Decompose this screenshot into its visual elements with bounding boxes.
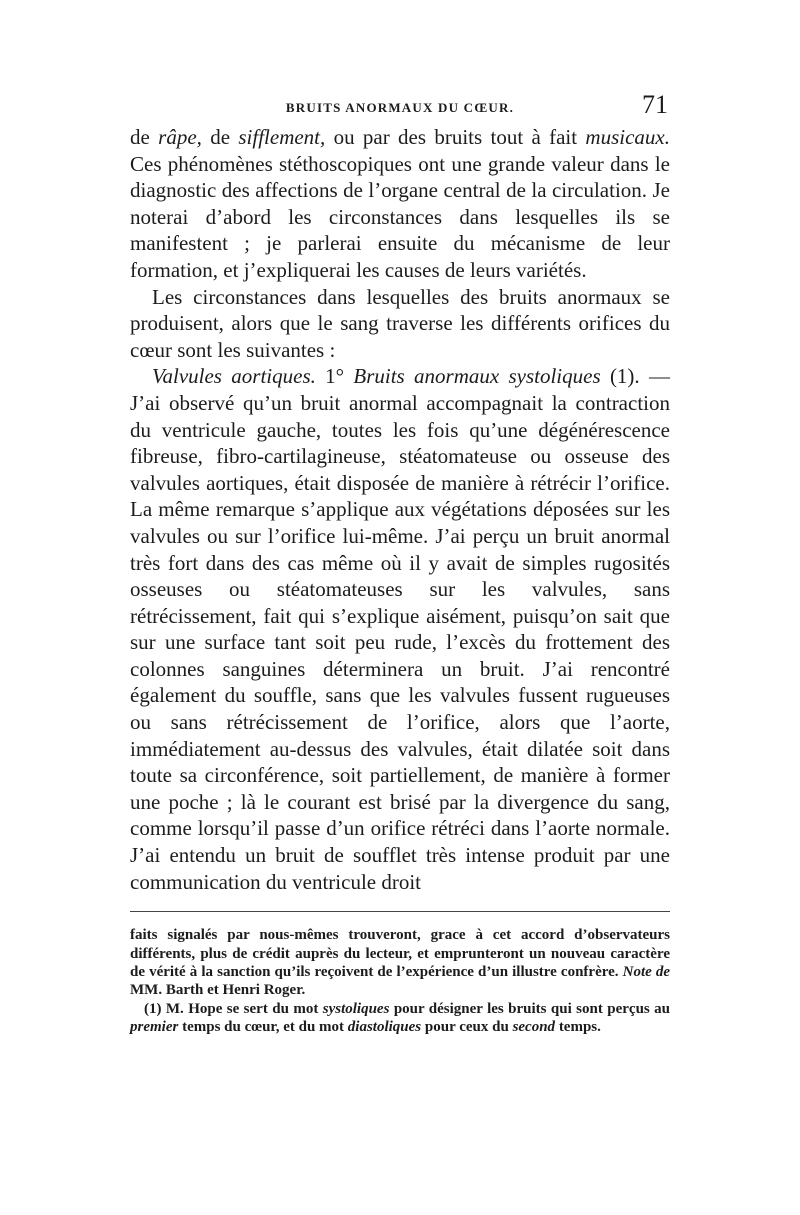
text-run: temps du cœur, et du mot	[178, 1019, 348, 1036]
text-run: de	[201, 125, 239, 149]
italic-second: second	[512, 1019, 556, 1036]
body-text	[130, 124, 670, 895]
text-run: Ces phénomènes stéthoscopiques ont une grande valeur dans le diagnostic des affections de l’organe central de la circulation. Je noterai d’abord les circonstances dans lesquelles ils se manifestent ; je parlerai ensuite du mécanisme de leur formation, et j’expliquerai les causes de leurs variétés.	[130, 151, 670, 282]
text-run: ou par des bruits tout à fait	[325, 125, 586, 149]
text-run: (1) M. Hope se sert du mot	[144, 1000, 323, 1017]
paragraph-circonstances: Les circonstances dans lesquelles des bruits anormaux se produisent, alors que le sang traverse les différents orifices du cœur sont les suivantes :	[130, 284, 670, 362]
italic-note-de: Note de	[622, 964, 671, 981]
text-run: de	[130, 125, 159, 149]
text-run: MM. Barth et Henri Roger.	[130, 982, 306, 999]
text-run: temps.	[555, 1019, 601, 1036]
running-title: BRUITS ANORMAUX DU CŒUR.	[285, 100, 515, 115]
book-page	[130, 90, 670, 1037]
section-heading-valvules-aortiques: Valvules aortiques.	[152, 364, 316, 389]
italic-systoliques: systoliques	[322, 1000, 390, 1017]
footnote-separator	[130, 911, 670, 912]
paragraph-continuation	[130, 124, 670, 284]
text-run: pour désigner les bruits qui sont perçus au	[389, 1000, 670, 1017]
italic-premier: premier	[130, 1019, 179, 1036]
subheading-bruits-systoliques: Bruits anormaux systoliques	[353, 364, 601, 389]
page-number: 71	[642, 90, 668, 119]
italic-diastoliques: diastoliques	[347, 1019, 422, 1036]
text-run: 1°	[315, 364, 354, 389]
italic-term-musicaux: musicaux.	[585, 125, 670, 149]
paragraph-valvules-aortiques	[130, 363, 670, 895]
text-run: (1). — J’ai observé qu’un bruit anormal accompagnait la contraction du ventricule gauche, toutes les fois qu’une dégénérescence fibreuse, fibro-cartilagineuse, stéatomateuse ou osseuse des valvules aortiques, était disposée de manière à rétrécir l’orifice. La même remarque s’applique aux végétations déposées sur les valvules ou sur l’orifice lui-même. J’ai perçu un bruit anormal très fort dans des cas même où il y avait de simples rugosités osseuses ou stéatomateuses sur les valvules, sans rétrécissement, fait qui s’explique aisément, puisqu’on sait que sur une surface tant soit peu rude, l’excès du frottement des colonnes sanguines déterminera un bruit. J’ai rencontré également du souffle, sans que les valvules fussent rugueuses ou sans rétrécissement de l’orifice, alors que l’aorte, immédiatement au-dessus des valvules, était dilatée soit dans toute sa circonférence, soit partiellement, de manière à former une poche ; là le courant est brisé par la divergence du sang, comme lorsqu’il passe d’un orifice rétréci dans l’aorte normale. J’ai entendu un bruit de soufflet très intense produit par une communication du ventricule droit	[130, 364, 670, 894]
page-header	[130, 90, 670, 124]
text-run: pour ceux du	[421, 1019, 513, 1036]
text-run: faits signalés par nous-mêmes trouveront, grace à cet accord d’observateurs différents, plus de crédit auprès du lecteur, et emprunteront un nouveau caractère de vérité à la sanction qu’ils reçoivent de l’expérience d’un illustre confrère.	[130, 927, 670, 981]
footnotes	[130, 926, 670, 1036]
footnote-continuation	[130, 926, 670, 1000]
italic-term-rape: râpe,	[158, 125, 202, 149]
footnote-1	[130, 1000, 670, 1037]
italic-term-sifflement: sifflement,	[238, 125, 326, 149]
